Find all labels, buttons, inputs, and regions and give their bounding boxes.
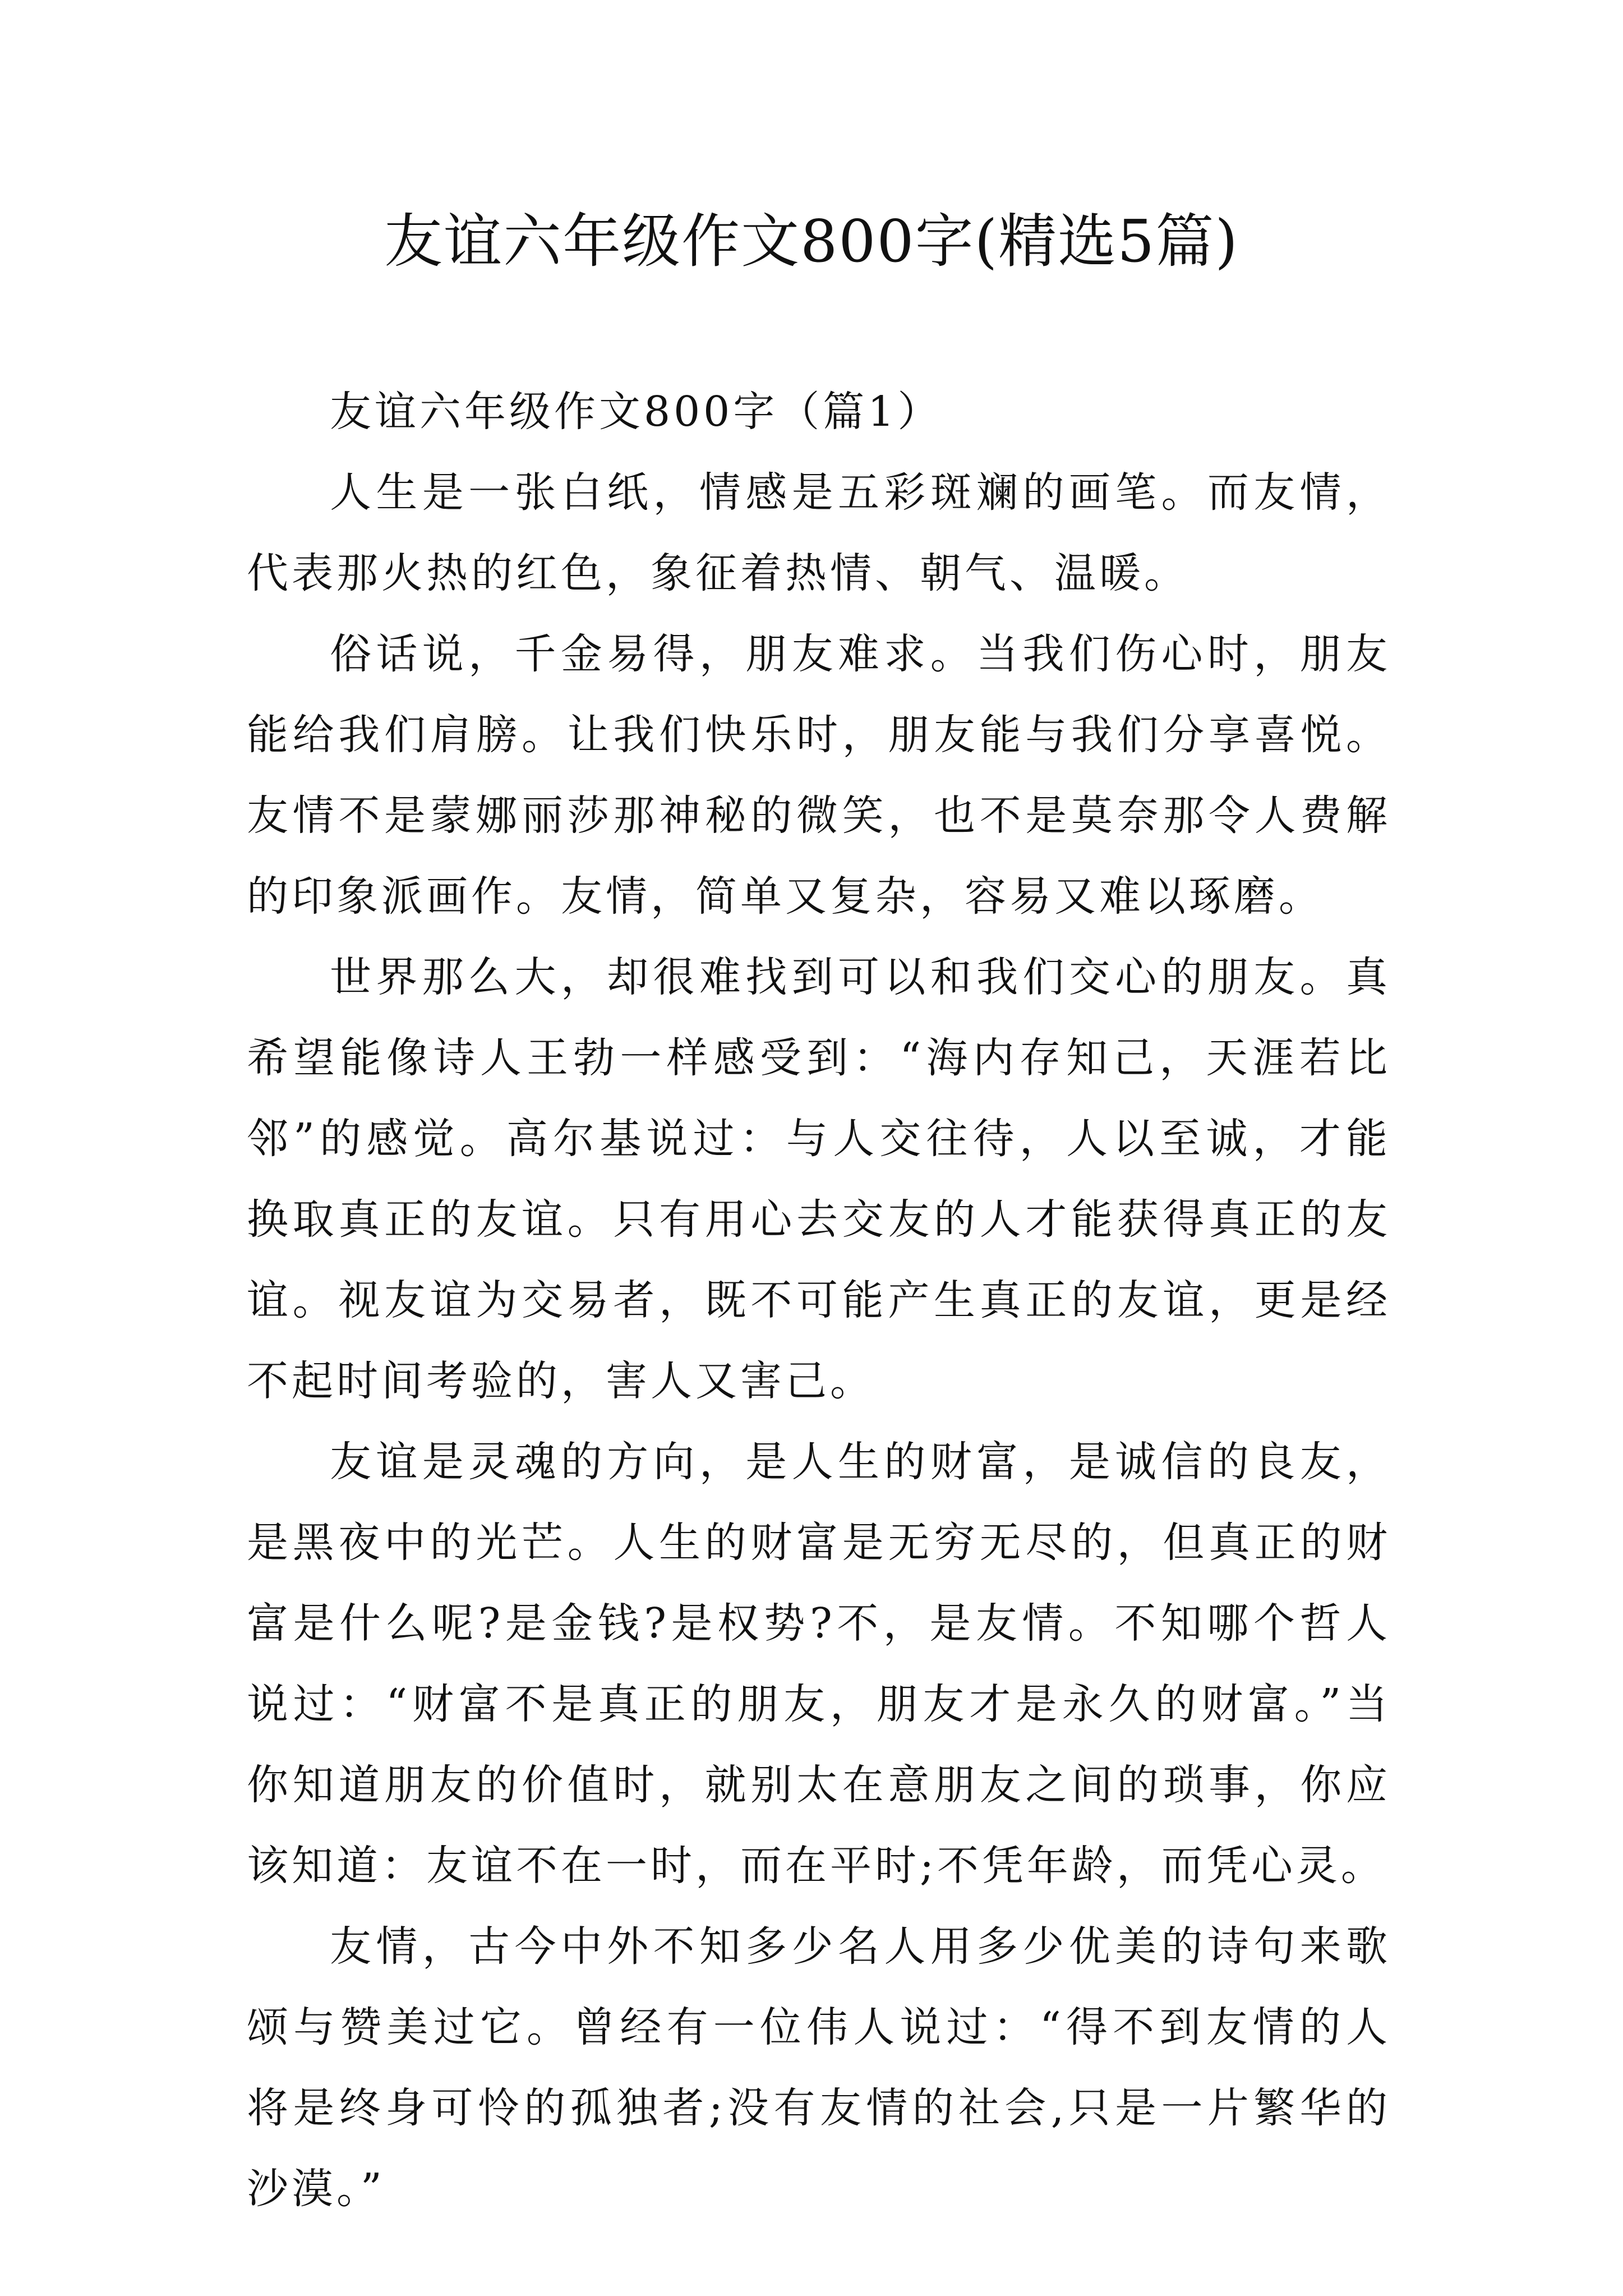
paragraph: 世界那么大，却很难找到可以和我们交心的朋友。真希望能像诗人王勃一样感受到：“海内存知己，天涯若比邻”的感觉。高尔基说过：与人交往待，人以至诚，才能换取真正的友谊。只有用心去交友的人才能获得真正的友谊。视友谊为交易者，既不可能产生真正的友谊，更是经不起时间考验的，害人又害己。 [247, 953, 1391, 1405]
document-title: 友谊六年级作文800字(精选5篇) [384, 207, 1239, 275]
section-heading: 友谊六年级作文800字（篇1） [330, 388, 943, 436]
paragraph: 友谊是灵魂的方向，是人生的财富，是诚信的良友，是黑夜中的光芒。人生的财富是无穷无尽的，但真正的财富是什么呢?是金钱?是权势?不，是友情。不知哪个哲人说过：“财富不是真正的朋友，朋友才是永久的财富。”当你知道朋友的价值时，就别太在意朋友之间的琐事，你应该知道：友谊不在一时，而在平时;不凭年龄，而凭心灵。 [247, 1438, 1391, 1890]
document-body [247, 371, 1391, 2229]
paragraph: 友情，古今中外不知多少名人用多少优美的诗句来歌颂与赞美过它。曾经有一位伟人说过：“得不到友情的人将是终身可怜的孤独者;没有友情的社会,只是一片繁华的沙漠。” [247, 1922, 1391, 2213]
paragraph: 俗话说，千金易得，朋友难求。当我们伤心时，朋友能给我们肩膀。让我们快乐时，朋友能与我们分享喜悦。友情不是蒙娜丽莎那神秘的微笑，也不是莫奈那令人费解的印象派画作。友情，简单又复杂，容易又难以琢磨。 [247, 630, 1391, 921]
paragraph: 人生是一张白纸，情感是五彩斑斓的画笔。而友情，代表那火热的红色，象征着热情、朝气、温暖。 [247, 468, 1391, 597]
